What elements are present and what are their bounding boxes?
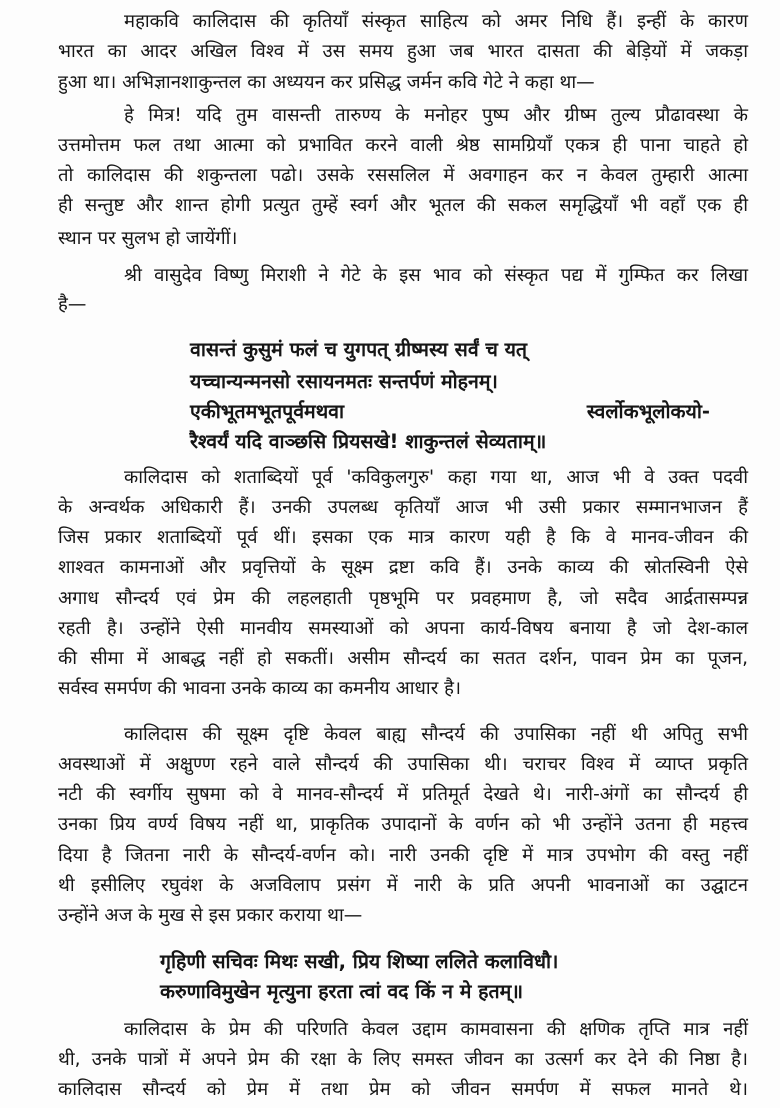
paragraph-line: है— bbox=[58, 294, 87, 315]
paragraph-line: थी, उनके पात्रों में अपने प्रेम की रक्षा के लिए समस्त जीवन का उत्सर्ग कर देने की निष्ठा है। bbox=[58, 1049, 748, 1070]
paragraph-line: हुआ था। अभिज्ञानशाकुन्तल का अध्ययन कर प्रसिद्ध जर्मन कवि गेटे ने कहा था— bbox=[58, 72, 595, 93]
paragraph-line: के अन्वर्थक अधिकारी हैं। उनकी उपलब्ध कृतियाँ आज भी उसी प्रकार सम्मानभाजन हैं bbox=[58, 497, 748, 518]
paragraph-line: कालिदास के प्रेम की परिणति केवल उद्दाम कामवासना की क्षणिक तृप्ति मात्र नहीं bbox=[124, 1019, 748, 1040]
paragraph-line: थी इसीलिए रघुवंश के अजविलाप प्रसंग में नारी के प्रति अपनी भावनाओं का उद्घाटन bbox=[58, 875, 748, 896]
paragraph-line: अगाध सौन्दर्य एवं प्रेम की लहलहाती पृष्ठभूमि पर प्रवहमाण है, जो सदैव आर्द्रतासम्पन्न bbox=[58, 588, 748, 609]
paragraph-line: सर्वस्व समर्पण की भावना उनके काव्य का कमनीय आधार है। bbox=[58, 678, 462, 699]
verse-line: यच्चान्यन्मनसो रसायनमतः सन्तर्पणं मोहनम्। bbox=[190, 370, 498, 393]
paragraph-line: दिया है जितना नारी के सौन्दर्य-वर्णन को। नारी उनकी दृष्टि में मात्र उपभोग की वस्तु नहीं bbox=[58, 845, 748, 866]
paragraph-line: उत्तमोत्तम फल तथा आत्मा को प्रभावित करने वाली श्रेष्ठ सामग्रियाँ एकत्र ही पाना चाहते हो bbox=[58, 135, 748, 156]
paragraph-line: अवस्थाओं में अक्षुण्ण रहने वाले सौन्दर्य की उपासिका थी। चराचर विश्व में व्याप्त प्रकृति bbox=[58, 754, 748, 775]
paragraph-line: स्थान पर सुलभ हो जायेंगीं। bbox=[58, 228, 238, 249]
paragraph-line: रहती है। उन्होंने ऐसी मानवीय समस्याओं को अपना कार्य-विषय बनाया है जो देश-काल bbox=[58, 618, 748, 639]
paragraph-line: हे मित्र! यदि तुम वासन्ती तारुण्य के मनोहर पुष्प और ग्रीष्म तुल्य प्रौढावस्था के bbox=[124, 105, 748, 126]
paragraph-line: कालिदास को शताब्दियों पूर्व 'कविकुलगुरु' कहा गया था, आज भी वे उक्त पदवी bbox=[124, 467, 748, 488]
paragraph-line: महाकवि कालिदास की कृतियाँ संस्कृत साहित्य को अमर निधि हैं। इन्हीं के कारण bbox=[124, 11, 748, 32]
paragraph-line: उनका प्रिय वर्ण्य विषय नहीं था, प्राकृतिक उपादानों के वर्णन को भी उन्होंने उतना ही महत्त्व bbox=[58, 814, 748, 835]
verse-line: गृहिणी सचिवः मिथः सखी, प्रिय शिष्या ललिते कलाविधौ। bbox=[160, 950, 559, 973]
paragraph-line: कालिदास सौन्दर्य को प्रेम में तथा प्रेम को जीवन समर्पण में सफल मानते थे। bbox=[58, 1079, 748, 1100]
paragraph-line: की सीमा में आबद्ध नहीं हो सकतीं। असीम सौन्दर्य का सतत दर्शन, पावन प्रेम का पूजन, bbox=[58, 648, 748, 669]
paragraph-line: उन्होंने अज के मुख से इस प्रकार कराया था— bbox=[58, 905, 363, 926]
paragraph-line: जिस प्रकार शताब्दियों पूर्व थीं। इसका एक मात्र कारण यही है कि वे मानव-जीवन की bbox=[58, 527, 748, 548]
verse-line: करुणाविमुखेन मृत्युना हरता त्वां वद किं न मे हतम्॥ bbox=[160, 980, 523, 1003]
paragraph-line: कालिदास की सूक्ष्म दृष्टि केवल बाह्य सौन्दर्य की उपासिका नहीं थी अपितु सभी bbox=[124, 724, 748, 745]
paragraph-line: ही सन्तुष्ट और शान्त होगी प्रत्युत तुम्हें स्वर्ग और भूतल की सकल समृद्धियाँ भी वहाँ एक ही bbox=[58, 195, 748, 216]
verse-line: एकीभूतमभूतपूर्वमथवा स्वर्लोकभूलोकयो- bbox=[190, 400, 710, 423]
paragraph-line: तो कालिदास की शकुन्तला पढो। उसके रससलिल में अवगाहन कर न केवल तुम्हारी आत्मा bbox=[58, 165, 748, 186]
paragraph-line: नटी की स्वर्गीय सुषमा को वे मानव-सौन्दर्य में प्रतिमूर्त देखते थे। नारी-अंगों का सौन्दर्य ही bbox=[58, 784, 748, 805]
paragraph-line: श्री वासुदेव विष्णु मिराशी ने गेटे के इस भाव को संस्कृत पद्य में गुम्फित कर लिखा bbox=[124, 265, 748, 286]
verse-line: रैश्वर्यं यदि वाञ्छसि प्रियसखे! शाकुन्तलं सेव्यताम्॥ bbox=[190, 430, 547, 453]
paragraph-line: शाश्वत कामनाओं और प्रवृत्तियों के सूक्ष्म द्रष्टा कवि हैं। उनके काव्य की स्रोतस्विनी ऐसे bbox=[58, 557, 748, 578]
verse-line: वासन्तं कुसुमं फलं च युगपत् ग्रीष्मस्य सर्वं च यत् bbox=[190, 338, 528, 361]
paragraph-line: भारत का आदर अखिल विश्व में उस समय हुआ जब भारत दासता की बेड़ियों में जकड़ा bbox=[58, 41, 748, 62]
